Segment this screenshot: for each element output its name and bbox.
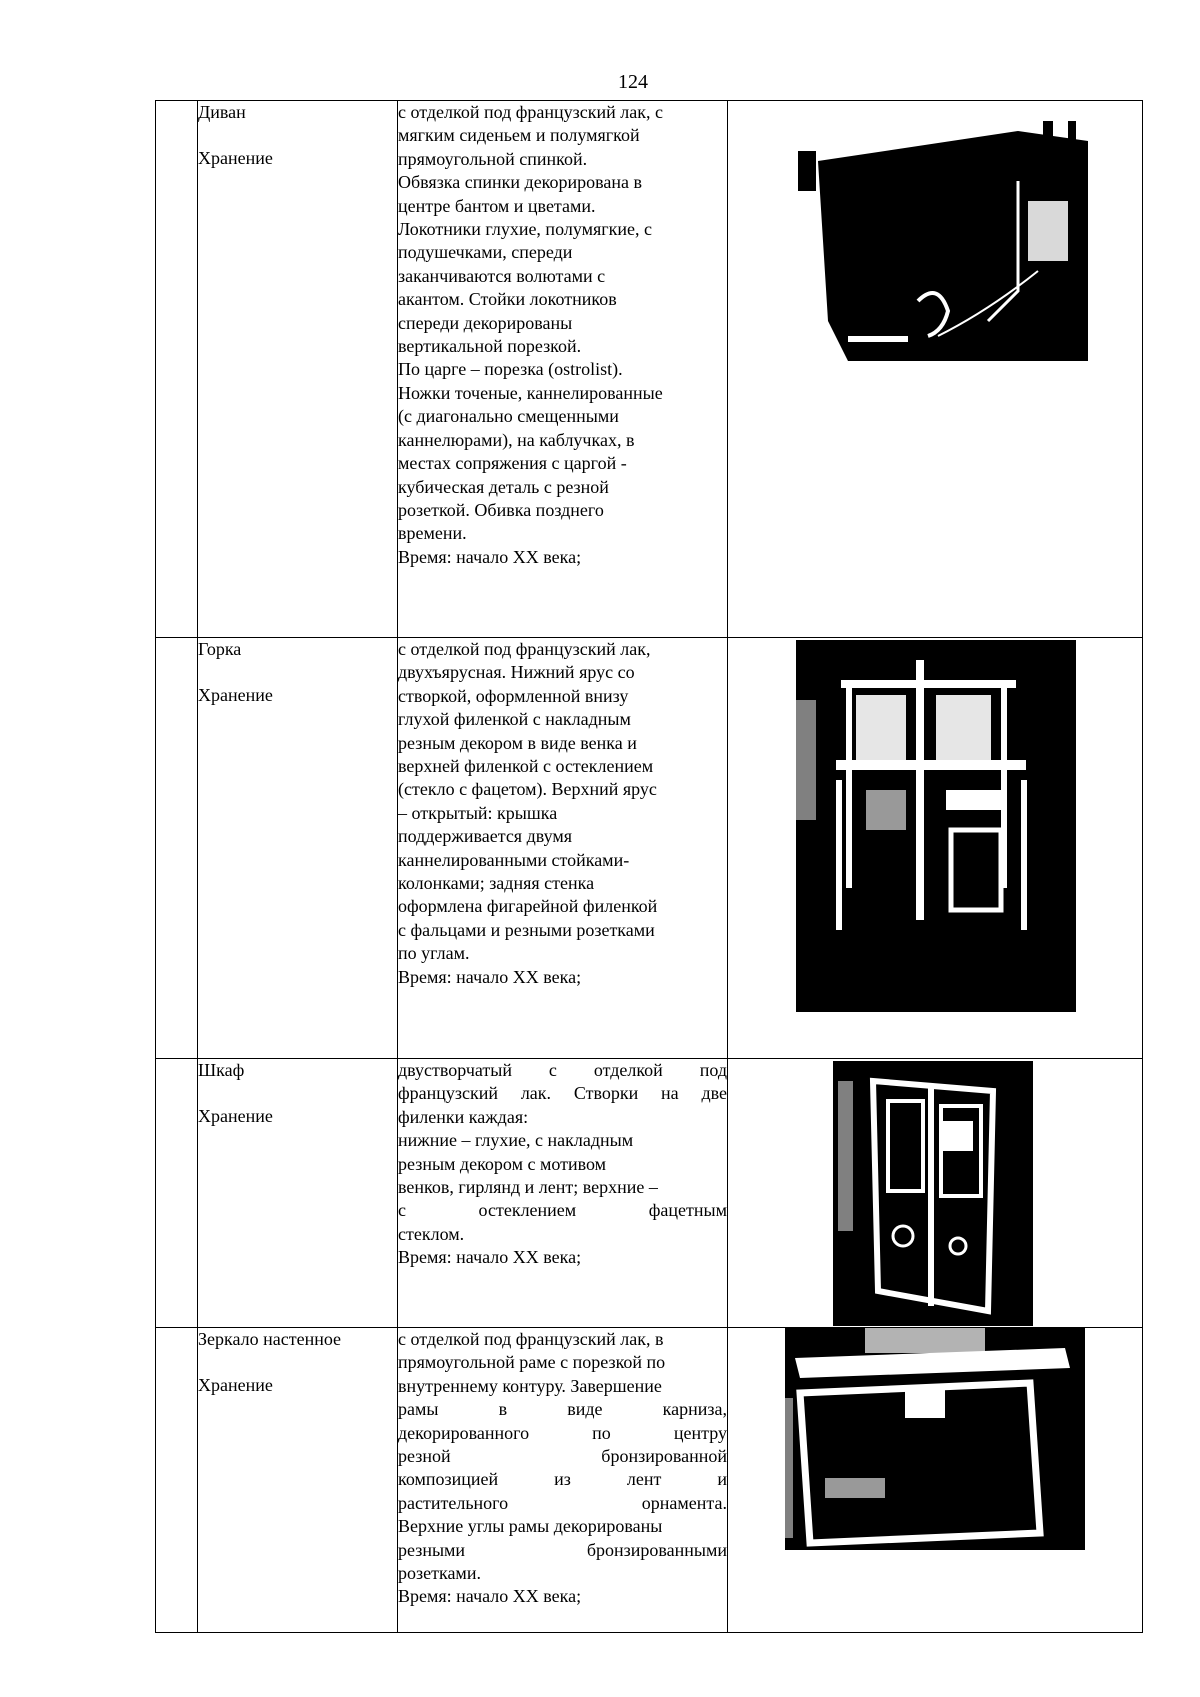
description-line: прямоугольной раме с порезкой по [398,1352,666,1373]
description-line: акантом. Стойки локотников [398,289,617,310]
item-status: Хранение [198,1375,273,1395]
description-line: двухъярусная. Нижний ярус со [398,662,635,683]
description-line: с отделкой под французский лак, с [398,102,663,122]
item-description [398,638,728,1059]
item-description [398,1059,728,1328]
description-line: времени. [398,523,467,544]
description-line: По царге – порезка (ostrolist). [398,359,623,380]
description-line: французский лак. Створки на две [398,1083,727,1104]
description-line: оформлена фигарейной филенкой [398,896,658,917]
description-line: рамы в виде карниза, [398,1399,727,1420]
description-line: Время: начало XX века; [398,966,582,987]
item-status: Хранение [198,1106,273,1126]
description-line: мягким сиденьем и полумягкой [398,125,640,146]
description-line: Время: начало XX века; [398,546,582,567]
description-line: створкой, оформленной внизу [398,685,629,706]
item-status: Хранение [198,685,273,705]
description-line: с остеклением фацетным [398,1200,727,1221]
description-line: декорированного по центру [398,1422,727,1443]
item-photo-cell [728,1328,1143,1633]
description-line: вертикальной порезкой. [398,336,582,357]
row-number-cell [156,1059,198,1328]
description-line: Время: начало XX века; [398,1247,582,1268]
description-line: розеткой. Обивка позднего [398,499,604,520]
description-line: поддерживается двумя [398,826,573,847]
description-line: с отделкой под французский лак, в [398,1329,664,1349]
description-line: растительного орнамента. [398,1492,727,1513]
wardrobe-photo [833,1061,1033,1326]
description-line: с отделкой под французский лак, [398,639,651,659]
description-line: двустворчатый с отделкой под [398,1060,727,1080]
description-line: по углам. [398,943,470,964]
cabinet-shelf-photo [796,640,1076,1012]
table-row [156,1059,1143,1328]
wall-mirror-photo [785,1328,1085,1550]
description-line: резной бронзированной [398,1446,727,1467]
table-row [156,101,1143,638]
description-line: нижние – глухие, с накладным [398,1130,634,1151]
item-description [398,1328,728,1633]
description-line: внутреннему контуру. Завершение [398,1375,662,1396]
description-line: заканчиваются волютами с [398,265,606,286]
description-line: спереди декорированы [398,312,573,333]
description-line: верхней филенкой с остеклением [398,756,654,777]
item-name: Горка [198,639,242,659]
item-name-cell [198,1328,398,1633]
item-name-cell [198,101,398,638]
description-line: – открытый: крышка [398,802,558,823]
item-description [398,101,728,638]
description-line: (с диагонально смещенными [398,406,619,427]
description-line: подушечками, спереди [398,242,573,263]
page-number: 124 [618,71,648,93]
description-line: композицией из лент и [398,1469,727,1490]
description-line: Обвязка спинки декорирована в [398,172,643,193]
description-line: венков, гирлянд и лент; верхние – [398,1177,658,1198]
item-photo-cell [728,101,1143,638]
description-line: каннелюрами), на каблучках, в [398,429,635,450]
description-line: резными бронзированными [398,1539,727,1560]
item-name-cell [198,1059,398,1328]
description-line: глухой филенкой с накладным [398,709,631,730]
item-photo-cell [728,1059,1143,1328]
description-line: каннелированными стойками- [398,849,630,870]
description-line: резным декором в виде венка и [398,732,637,753]
description-line: Ножки точеные, каннелированные [398,382,663,403]
description-line: стеклом. [398,1223,465,1244]
description-line: кубическая деталь с резной [398,476,609,497]
item-name: Зеркало настенное [198,1329,342,1349]
description-line: Верхние углы рамы декорированы [398,1516,663,1537]
item-name: Шкаф [198,1060,245,1080]
description-line: Локотники глухие, полумягкие, с [398,219,652,240]
description-line: Время: начало XX века; [398,1586,582,1607]
inventory-table [155,100,1143,1633]
item-status: Хранение [198,148,273,168]
item-name-cell [198,638,398,1059]
description-line: местах сопряжения с царгой - [398,453,627,474]
description-line: центре бантом и цветами. [398,195,596,216]
description-line: колонками; задняя стенка [398,873,595,894]
description-line: прямоугольной спинкой. [398,148,588,169]
sofa-photo [788,121,1098,361]
description-line: розетками. [398,1563,481,1584]
description-line: резным декором с мотивом [398,1153,607,1174]
item-name: Диван [198,102,246,122]
table-row [156,1328,1143,1633]
description-line: (стекло с фацетом). Верхний ярус [398,779,657,800]
description-line: филенки каждая: [398,1106,529,1127]
row-number-cell [156,638,198,1059]
row-number-cell [156,1328,198,1633]
table-row [156,638,1143,1059]
description-line: с фальцами и резными розетками [398,919,655,940]
item-photo-cell [728,638,1143,1059]
row-number-cell [156,101,198,638]
